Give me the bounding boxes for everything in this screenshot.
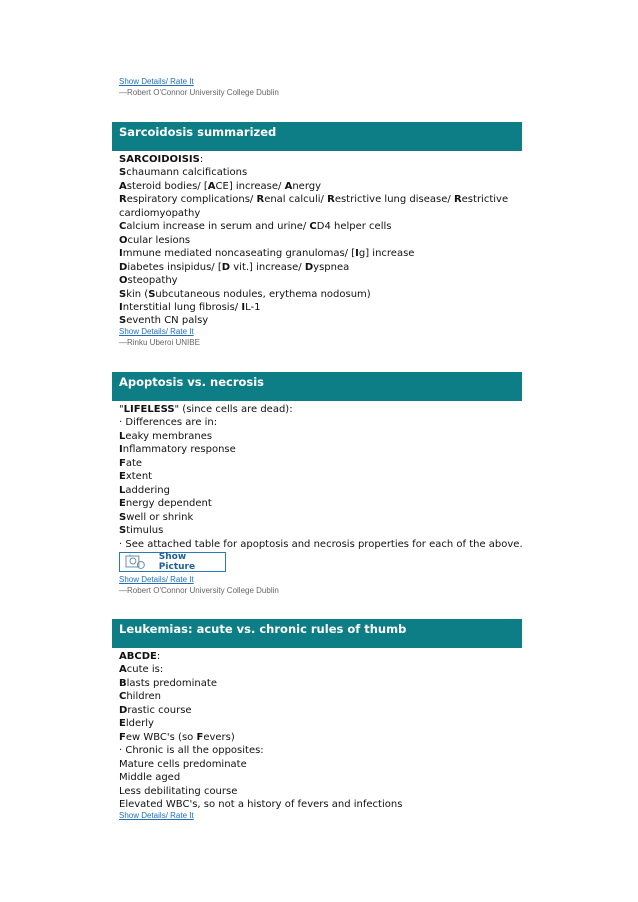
mnemonic-text: rastic course (127, 704, 192, 716)
mnemonic-line (119, 153, 519, 166)
mnemonic-text: Less debilitating course (119, 785, 238, 797)
mnemonic-letter: S (119, 288, 127, 300)
mnemonic-line (119, 234, 519, 247)
mnemonic-text: yspnea (313, 261, 350, 273)
mnemonic-text: estrictive cardiomyopathy (119, 194, 509, 219)
mnemonic-line (119, 247, 519, 260)
show-details-rate-link[interactable]: Show Details/ Rate It (119, 77, 194, 86)
mnemonic-text: nergy (292, 180, 322, 192)
mnemonic-line (119, 538, 523, 551)
mnemonic-letter: E (119, 498, 126, 510)
mnemonic-letter: E (119, 718, 126, 730)
mnemonic-letter: S (148, 288, 156, 300)
mnemonic-line (119, 677, 519, 690)
mnemonic-text: eaky membranes (125, 430, 213, 442)
mnemonic-text: enal calculi/ (264, 194, 328, 206)
mnemonic-line (119, 744, 519, 757)
mnemonic-letter: LIFELESS (123, 404, 175, 415)
mnemonic-text: nterstitial lung fibrosis/ (122, 301, 242, 313)
mnemonic-letter: ABCDE (119, 651, 157, 662)
mnemonic-text: ew WBC's (so (125, 731, 197, 743)
mnemonic-letter: C (119, 691, 127, 703)
mnemonic-line (119, 416, 519, 429)
mnemonic-letter: I (355, 248, 359, 260)
show-details-rate-link[interactable]: Show Details/ Rate It (119, 327, 194, 336)
mnemonic-letter: F (119, 731, 126, 743)
mnemonic-text: · Chronic is all the opposites: (119, 745, 264, 757)
mnemonic-letter: I (119, 444, 123, 456)
author-credit: —Robert O'Connor University College Dublin (119, 586, 279, 595)
mnemonic-text: nergy dependent (125, 498, 212, 510)
mnemonic-letter: R (453, 194, 462, 206)
mnemonic-text: iabetes insipidus/ [ (127, 261, 222, 273)
mnemonic-line (119, 180, 519, 193)
mnemonic-letter: S (119, 167, 127, 179)
show-picture-button[interactable] (119, 552, 226, 572)
mnemonic-line (119, 470, 519, 483)
mnemonic-letter: R (327, 194, 335, 206)
mnemonic-text: vit.] increase/ (230, 261, 305, 273)
mnemonic-text: lderly (125, 718, 154, 730)
mnemonic-text: : (199, 154, 204, 165)
mnemonic-letter: D (119, 704, 128, 716)
mnemonic-letter: C (309, 221, 317, 233)
mnemonic-line (119, 717, 519, 730)
mnemonic-text: well or shrink (126, 511, 194, 523)
mnemonic-letter: R (119, 194, 127, 206)
author-credit: —Robert O'Connor University College Dublin (119, 88, 279, 97)
mnemonic-text: " (119, 404, 124, 415)
mnemonic-text: timulus (126, 525, 164, 537)
mnemonic-letter: L (119, 430, 126, 442)
mnemonic-letter: S (119, 315, 127, 327)
mnemonic-letter: O (119, 234, 128, 246)
mnemonic-line (119, 650, 519, 663)
show-details-rate-link[interactable]: Show Details/ Rate It (119, 811, 194, 820)
mnemonic-letter: F (119, 457, 126, 469)
mnemonic-letter: A (119, 180, 127, 192)
mnemonic-text: addering (125, 484, 170, 496)
mnemonic-text: steopathy (127, 275, 178, 287)
mnemonic-letter: SARCOIDOISIS (119, 154, 200, 165)
mnemonic-letter: B (119, 677, 127, 689)
mnemonic-body (119, 403, 523, 551)
mnemonic-text: evers) (203, 731, 235, 743)
mnemonic-line (119, 524, 519, 537)
mnemonic-line (119, 193, 519, 220)
mnemonic-letter: O (119, 275, 128, 287)
mnemonic-letter: D (119, 261, 128, 273)
section-header-apoptosis (112, 372, 522, 401)
mnemonic-line (119, 166, 519, 179)
mnemonic-text: cular lesions (127, 234, 191, 246)
mnemonic-line (119, 758, 519, 771)
mnemonic-text: · Differences are in: (119, 417, 218, 429)
mnemonic-line (119, 484, 519, 497)
mnemonic-letter: F (196, 731, 204, 743)
mnemonic-text: espiratory complications/ (126, 194, 257, 206)
mnemonic-line (119, 403, 519, 416)
mnemonic-line (119, 457, 519, 470)
mnemonic-text: xtent (125, 471, 153, 483)
mnemonic-body (119, 153, 519, 328)
mnemonic-letter: A (207, 180, 216, 192)
mnemonic-text: : (156, 651, 161, 662)
mnemonic-text: Middle aged (119, 772, 181, 784)
mnemonic-text: g] increase (358, 248, 415, 260)
mnemonic-text: steroid bodies/ [ (126, 180, 208, 192)
mnemonic-text: · See attached table for apoptosis and necrosis properties for each of the above. (119, 538, 523, 550)
mnemonic-line (119, 443, 519, 456)
mnemonic-letter: L (119, 484, 126, 496)
mnemonic-letter: R (256, 194, 265, 206)
mnemonic-letter: A (284, 180, 293, 192)
mnemonic-line (119, 663, 519, 676)
mnemonic-text: lasts predominate (126, 677, 217, 689)
mnemonic-line (119, 497, 519, 510)
mnemonic-body (119, 650, 519, 811)
mnemonic-line (119, 220, 519, 233)
mnemonic-line (119, 288, 519, 301)
mnemonic-letter: I (119, 248, 123, 260)
mnemonic-text: Mature cells predominate (119, 758, 247, 770)
mnemonic-text: CE] increase/ (215, 180, 285, 192)
mnemonic-text: nflammatory response (122, 444, 236, 456)
mnemonic-line (119, 274, 519, 287)
mnemonic-text: " (since cells are dead): (174, 404, 293, 415)
show-details-rate-link[interactable]: Show Details/ Rate It (119, 575, 194, 584)
mnemonic-line (119, 314, 519, 327)
mnemonic-line (119, 690, 519, 703)
mnemonic-line (119, 798, 519, 811)
mnemonic-text: mmune mediated noncaseating granulomas/ [ (122, 248, 356, 260)
mnemonic-letter: C (119, 221, 127, 233)
section-title: Leukemias: acute vs. chronic rules of thumb (119, 622, 407, 636)
mnemonic-letter: D (221, 261, 231, 273)
mnemonic-text: estrictive lung disease/ (334, 194, 454, 206)
section-title: Sarcoidosis summarized (119, 125, 277, 139)
mnemonic-letter: E (119, 471, 126, 483)
mnemonic-text: ate (125, 457, 143, 469)
mnemonic-line (119, 731, 519, 744)
mnemonic-text: alcium increase in serum and urine/ (126, 221, 310, 233)
mnemonic-line (119, 771, 519, 784)
section-title: Apoptosis vs. necrosis (119, 375, 265, 389)
mnemonic-text: Elevated WBC's, so not a history of fevers and infections (119, 798, 403, 810)
mnemonic-text: eventh CN palsy (126, 315, 209, 327)
mnemonic-line (119, 430, 519, 443)
picture-icon (125, 554, 147, 570)
mnemonic-letter: S (119, 511, 127, 523)
mnemonic-text: chaumann calcifications (126, 167, 248, 179)
mnemonic-text: D4 helper cells (316, 221, 392, 233)
author-credit: —Rinku Uberoi UNIBE (119, 338, 200, 347)
mnemonic-letter: A (119, 664, 127, 676)
mnemonic-line (119, 704, 519, 717)
mnemonic-text: ubcutaneous nodules, erythema nodosum) (155, 288, 371, 300)
section-header-sarcoidosis (112, 122, 522, 151)
mnemonic-line (119, 785, 519, 798)
mnemonic-letter: I (119, 301, 123, 313)
mnemonic-letter: I (241, 301, 246, 313)
mnemonic-text: L-1 (245, 301, 261, 313)
mnemonic-text: hildren (126, 691, 161, 703)
mnemonic-letter: S (119, 525, 127, 537)
mnemonic-text: cute is: (126, 664, 164, 676)
mnemonic-text: kin ( (126, 288, 149, 300)
mnemonic-line (119, 511, 519, 524)
mnemonic-line (119, 301, 519, 314)
section-header-leukemias (112, 619, 522, 648)
show-picture-label: Show Picture (158, 552, 196, 572)
mnemonic-line (119, 261, 519, 274)
mnemonic-letter: D (304, 261, 314, 273)
